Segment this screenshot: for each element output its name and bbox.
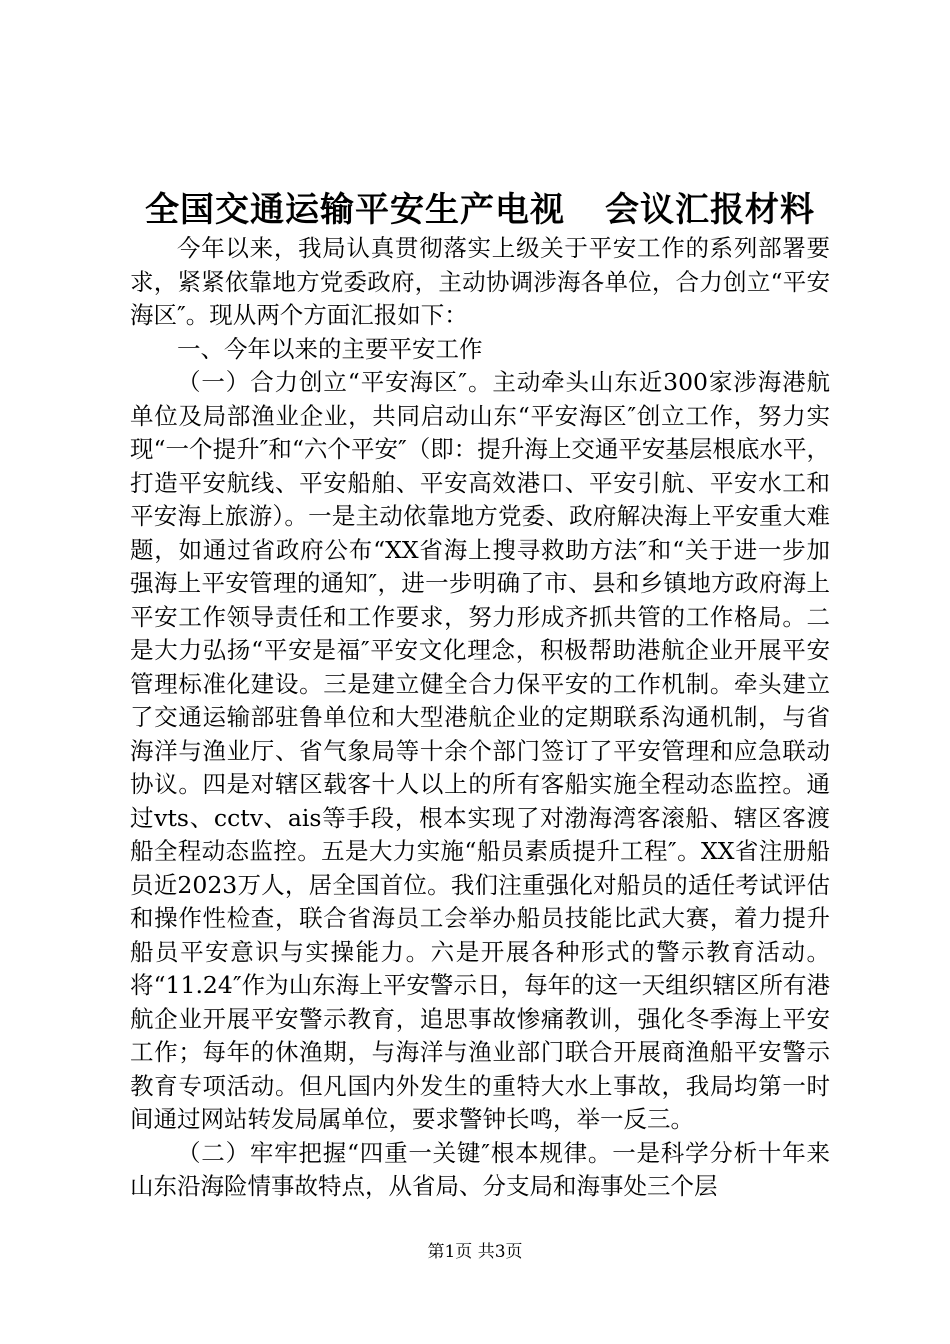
document-title-part1: 全国交通运输平安生产电视 [145, 190, 565, 230]
section-heading-1: 一、今年以来的主要平安工作 [177, 334, 483, 363]
page-number: 第1页 共3页 [427, 1242, 523, 1262]
document-title [130, 188, 830, 232]
paragraph-section-1-1: （一）合力创立“平安海区″。主动牵头山东近300家涉海港航单位及局部渔业企业，共同启动山东“平安海区″创立工作，努力实现“一个提升″和“六个平安″（即：提升海上交通平安基层根底水平，打造平安航线、平安船舶、平安高效港口、平安引航、平安水工和平安海上旅游）。一是主动依靠地方党委、政府解决海上平安重大难题，如通过省政府公布“XX省海上搜寻救助方法″和“关于进一步加强海上平安管理的通知″，进一步明确了市、县和乡镇地方政府海上平安工作领导责任和工作要求，努力形成齐抓共管的工作格局。二是大力弘扬“平安是福″平安文化理念，积极帮助港航企业开展平安管理标准化建设。三是建立健全合力保平安的工作机制。牵头建立了交通运输部驻鲁单位和大型港航企业的定期联系沟通机制，与省海洋与渔业厅、省气象局等十余个部门签订了平安管理和应急联动协议。四是对辖区载客十人以上的所有客船实施全程动态监控。通过vts、cctv、ais等手段，根本实现了对渤海湾客滚船、辖区客渡船全程动态监控。五是大力实施“船员素质提升工程″。XX省注册船员近2023万人，居全国首位。我们注重强化对船员的适任考试评估和操作性检查，联合省海员工会举办船员技能比武大赛，着力提升船员平安意识与实操能力。六是开展各种形式的警示教育活动。将“11.24″作为山东海上平安警示日，每年的这一天组织辖区所有港航企业开展平安警示教育，追思事故惨痛教训，强化冬季海上平安工作；每年的休渔期，与海洋与渔业部门联合开展商渔船平安警示教育专项活动。但凡国内外发生的重特大水上事故，我局均第一时间通过网站转发局属单位，要求警钟长鸣，举一反三。 [130, 368, 830, 1133]
paragraph-section-1-2: （二）牢牢把握“四重一关键″根本规律。一是科学分析十年来山东沿海险情事故特点，从省局、分支局和海事处三个层 [130, 1138, 830, 1200]
paragraph-intro: 今年以来，我局认真贯彻落实上级关于平安工作的系列部署要求，紧紧依靠地方党委政府，主动协调涉海各单位，合力创立“平安海区″。现从两个方面汇报如下： [130, 234, 830, 329]
page-footer [0, 1240, 950, 1264]
document-body [130, 232, 830, 1204]
document-title-part2: 会议汇报材料 [605, 190, 815, 230]
